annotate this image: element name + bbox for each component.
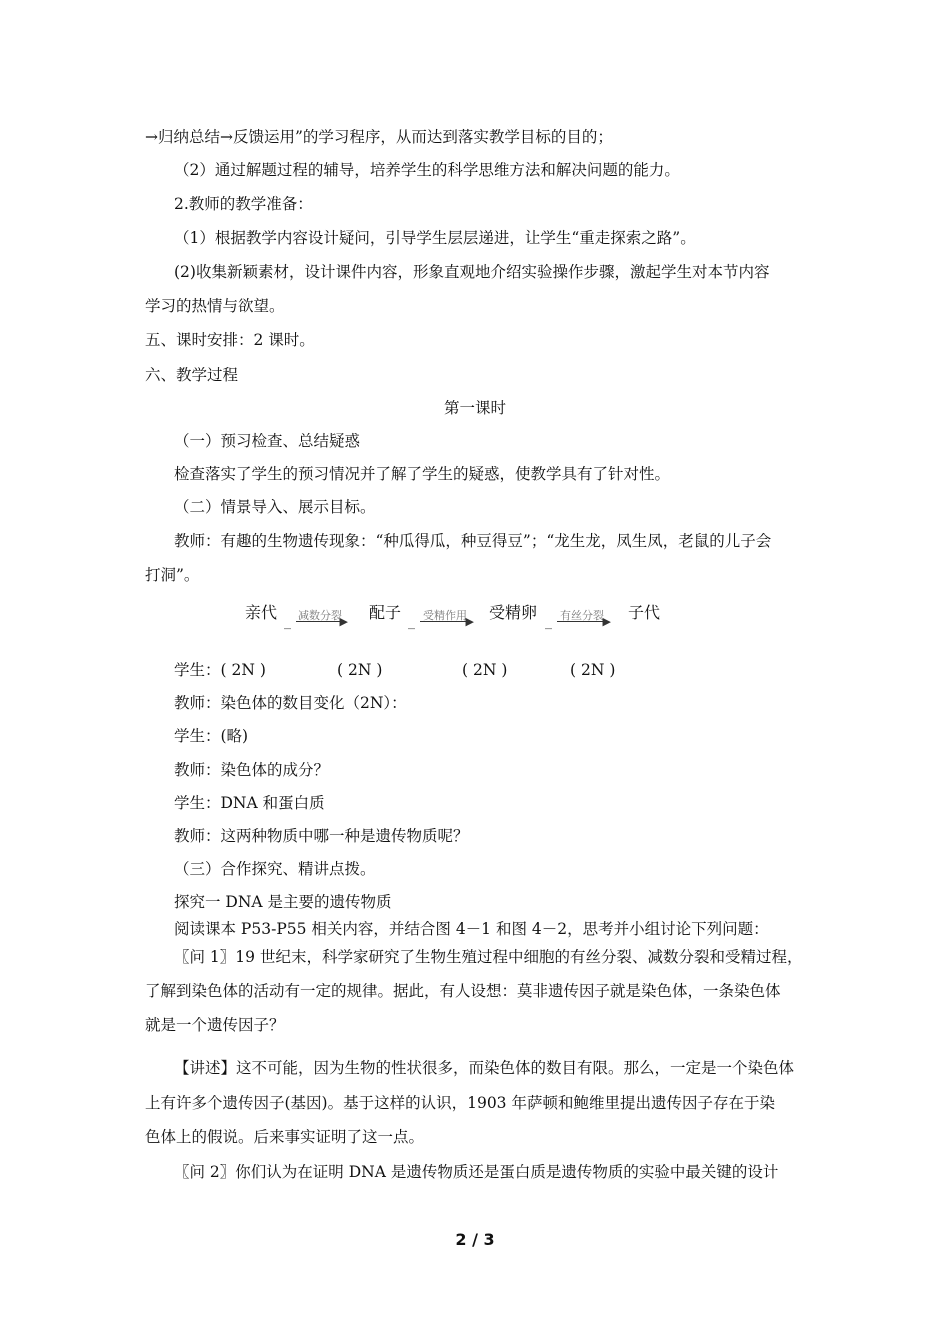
dash-icon: _ xyxy=(284,614,291,630)
text-line: 学生：( 2N ) xyxy=(174,661,266,679)
subsection-heading: （一）预习检查、总结疑惑 xyxy=(174,432,361,450)
ploidy-label: ( 2N ) xyxy=(337,661,383,679)
text-line: 教师：染色体的成分？ xyxy=(174,761,330,779)
text-line: 教师：这两种物质中哪一种是遗传物质呢？ xyxy=(174,827,469,845)
section-heading: 六、教学过程 xyxy=(145,366,239,384)
ploidy-label: ( 2N ) xyxy=(462,661,508,679)
flow-node-parent: 亲代 xyxy=(245,603,278,622)
text-line: 阅读课本 P53-P55 相关内容，并结合图 4－1 和图 4－2，思考并小组讨论下列问题： xyxy=(174,920,769,938)
subsection-heading: （二）情景导入、展示目标。 xyxy=(174,498,376,516)
flow-arrow-fertilization xyxy=(408,609,474,630)
text-line: 检查落实了学生的预习情况并了解了学生的疑惑，使教学具有了针对性。 xyxy=(174,465,671,483)
text-line: 就是一个遗传因子？ xyxy=(145,1016,285,1034)
text-line: (2)收集新颖素材，设计课件内容，形象直观地介绍实验操作步骤，激起学生对本节内容 xyxy=(174,263,770,281)
text-line: 色体上的假说。后来事实证明了这一点。 xyxy=(145,1128,425,1146)
flow-arrow-mitosis xyxy=(545,609,611,630)
text-line: 学生：(略) xyxy=(174,727,249,745)
dash-icon: _ xyxy=(545,614,552,630)
text-line: 【讲述】这不可能，因为生物的性状很多，而染色体的数目有限。那么，一定是一个染色体 xyxy=(174,1059,795,1077)
text-line: 学习的热情与欲望。 xyxy=(145,297,285,315)
flow-arrow-label: 受精作用 xyxy=(423,609,467,622)
flow-node-offspring: 子代 xyxy=(628,603,661,622)
flow-arrow-label: 减数分裂 xyxy=(298,609,342,622)
text-line: （2）通过解题过程的辅导，培养学生的科学思维方法和解决问题的能力。 xyxy=(174,161,680,179)
text-line: 探究一 DNA 是主要的遗传物质 xyxy=(174,893,392,911)
lesson-title: 第一课时 xyxy=(443,399,506,417)
text-line: 〖问 2〗你们认为在证明 DNA 是遗传物质还是蛋白质是遗传物质的实验中最关键的设计 xyxy=(174,1163,779,1181)
text-line: （1）根据教学内容设计疑问，引导学生层层递进，让学生“重走探索之路”。 xyxy=(174,229,696,247)
text-line: →归纳总结→反馈运用”的学习程序，从而达到落实教学目标的目的； xyxy=(145,128,613,146)
text-line: 打洞”。 xyxy=(145,566,200,584)
arrow-head-icon: ▶ xyxy=(465,615,474,628)
text-line: 教师：有趣的生物遗传现象：“种瓜得瓜，种豆得豆”；“龙生龙，凤生凤，老鼠的儿子会 xyxy=(174,532,772,550)
flow-arrow-label: 有丝分裂 xyxy=(560,609,604,622)
ploidy-label: ( 2N ) xyxy=(570,661,616,679)
dash-icon: _ xyxy=(408,614,415,630)
arrow-line-icon xyxy=(420,621,470,622)
arrow-line-icon xyxy=(296,621,344,622)
subsection-heading: （三）合作探究、精讲点拨。 xyxy=(174,860,376,878)
arrow-head-icon: ▶ xyxy=(602,615,611,628)
text-line: 上有许多个遗传因子(基因)。基于这样的认识，1903 年萨顿和鲍维里提出遗传因子存在于染 xyxy=(145,1094,775,1112)
text-line: 了解到染色体的活动有一定的规律。据此，有人设想：莫非遗传因子就是染色体，一条染色体 xyxy=(145,982,781,1000)
text-line: 2.教师的教学准备： xyxy=(174,195,313,213)
text-line: 学生：DNA 和蛋白质 xyxy=(174,794,325,812)
flow-node-gamete: 配子 xyxy=(369,603,402,622)
text-line: 教师：染色体的数目变化（2N）： xyxy=(174,694,407,712)
arrow-line-icon xyxy=(557,621,607,622)
text-line: 〖问 1〗19 世纪末，科学家研究了生物生殖过程中细胞的有丝分裂、减数分裂和受精过程， xyxy=(174,948,803,966)
section-heading: 五、课时安排：2 课时。 xyxy=(145,331,315,349)
arrow-head-icon: ▶ xyxy=(339,615,348,628)
flow-arrow-meiosis xyxy=(284,609,348,630)
flow-node-zygote: 受精卵 xyxy=(489,603,538,622)
page-number: 2 / 3 xyxy=(455,1230,495,1249)
